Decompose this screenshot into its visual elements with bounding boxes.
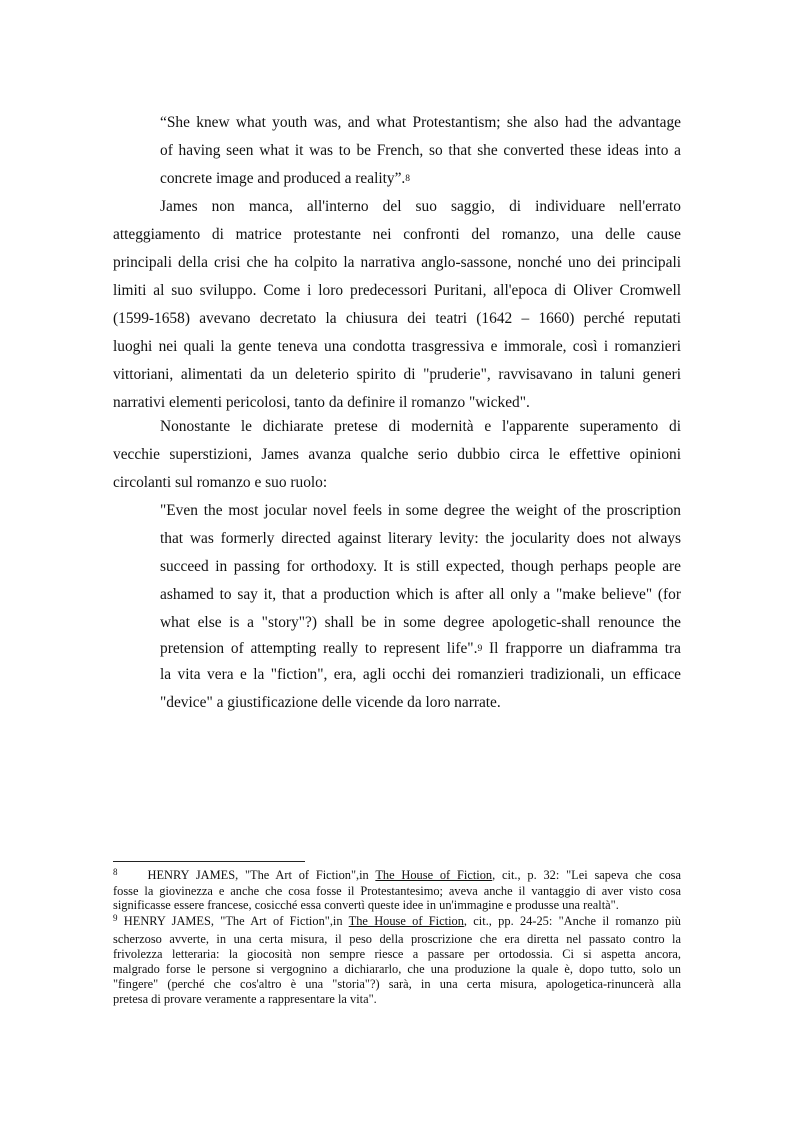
- book-title: The House of Fiction: [375, 868, 493, 882]
- quote-line: of having seen what it was to be French, so that she converted these ideas into a: [160, 142, 681, 159]
- paragraph-line: Nonostante le dichiarate pretese di modernità e l'apparente superamento di: [160, 418, 681, 435]
- paragraph-line: atteggiamento di matrice protestante nei confronti del romanzo, una delle cause: [113, 226, 681, 243]
- footnote-9-line: scherzoso avverte, in una certa misura, il peso della proscrizione che era diretta nel passato contro la: [113, 932, 681, 946]
- footnote-8-line: significasse essere francese, cosicché essa convertì queste idee in un'immagine e produsse una realtà".: [113, 898, 619, 912]
- footnote-9-line: "fingere" (perché che cos'altro è una "storia"?) sarà, in una certa misura, apologetica-rinuncerà alla: [113, 977, 681, 991]
- quote-line: "Even the most jocular novel feels in some degree the weight of the proscription: [160, 502, 681, 519]
- footnote-text: HENRY JAMES, "The Art of Fiction",in: [117, 914, 349, 928]
- footnote-8-line: fosse la giovinezza e anche che cosa fosse il Protestantesimo; aveva anche il vantaggio di aver visto cosa: [113, 884, 681, 898]
- paragraph-line: vecchie superstizioni, James avanza qualche serio dubbio circa le effettive opinioni: [113, 446, 681, 463]
- quote-text: pretension of attempting really to represent life".: [160, 640, 478, 657]
- quote-line: [160, 640, 681, 658]
- paragraph-line: la vita vera e la "fiction", era, agli occhi dei romanzieri tradizionali, un efficace: [160, 666, 681, 683]
- footnote-text: HENRY JAMES, "The Art of Fiction",in: [147, 868, 376, 882]
- quote-line: that was formerly directed against literary levity: the jocularity does not always: [160, 530, 681, 547]
- paragraph-line: narrativi elementi pericolosi, tanto da definire il romanzo "wicked".: [113, 394, 530, 411]
- footnote-reference[interactable]: 9: [477, 644, 483, 654]
- footnote-text: , cit., p. 32: "Lei sapeva che cosa: [492, 868, 682, 882]
- quote-line: [160, 170, 410, 188]
- paragraph-line: circolanti sul romanzo e suo ruolo:: [113, 474, 328, 491]
- footnote-9-line: [113, 914, 681, 929]
- book-title: The House of Fiction: [348, 914, 464, 928]
- quote-line: what else is a "story"?) shall be in some degree apologetic-shall renounce the: [160, 614, 681, 631]
- footnote-8-line: [113, 868, 681, 883]
- footnote-9-line: frivolezza letteraria: la giocosità non sempre riesce a passare per ortodossia. Ci si aspetta ancora,: [113, 947, 681, 961]
- paragraph-line: (1599-1658) avevano decretato la chiusura dei teatri (1642 – 1660) perché reputati: [113, 310, 681, 327]
- paragraph-line: principali della crisi che ha colpito la narrativa anglo-sassone, nonché uno dei principali: [113, 254, 681, 271]
- footnote-mark: 9: [113, 913, 118, 923]
- quote-text: concrete image and produced a reality”.: [160, 170, 406, 187]
- footnote-9-line: malgrado forse le persone si vergognino a dichiararlo, che una produzione la quale è, dopo tutto, solo un: [113, 962, 681, 976]
- quote-line: ashamed to say it, that a production which is after all only a "make believe" (for: [160, 586, 681, 603]
- quote-line: succeed in passing for orthodoxy. It is still expected, though perhaps people are: [160, 558, 681, 575]
- footnote-reference[interactable]: 8: [405, 174, 411, 184]
- paragraph-line: "device" a giustificazione delle vicende da loro narrate.: [160, 694, 501, 711]
- paragraph-text: Il frapporre un diaframma tra: [482, 640, 682, 657]
- paragraph-line: James non manca, all'interno del suo saggio, di individuare nell'errato: [160, 198, 681, 215]
- quote-line: “She knew what youth was, and what Protestantism; she also had the advantage: [160, 114, 681, 131]
- footnote-9-line: pretesa di provare veramente a rappresentare la vita".: [113, 992, 377, 1006]
- paragraph-line: luoghi nei quali la gente teneva una condotta trasgressiva e immorale, così i romanzieri: [113, 338, 681, 355]
- footnote-text: , cit., pp. 24-25: "Anche il romanzo più: [463, 914, 681, 928]
- footnote-mark: 8: [113, 867, 118, 877]
- paragraph-line: limiti al suo sviluppo. Come i loro predecessori Puritani, all'epoca di Oliver Cromwell: [113, 282, 681, 299]
- footnote-separator: [113, 861, 305, 862]
- paragraph-line: vittoriani, alimentati da un deleterio spirito di "pruderie", ravvisavano in taluni generi: [113, 366, 681, 383]
